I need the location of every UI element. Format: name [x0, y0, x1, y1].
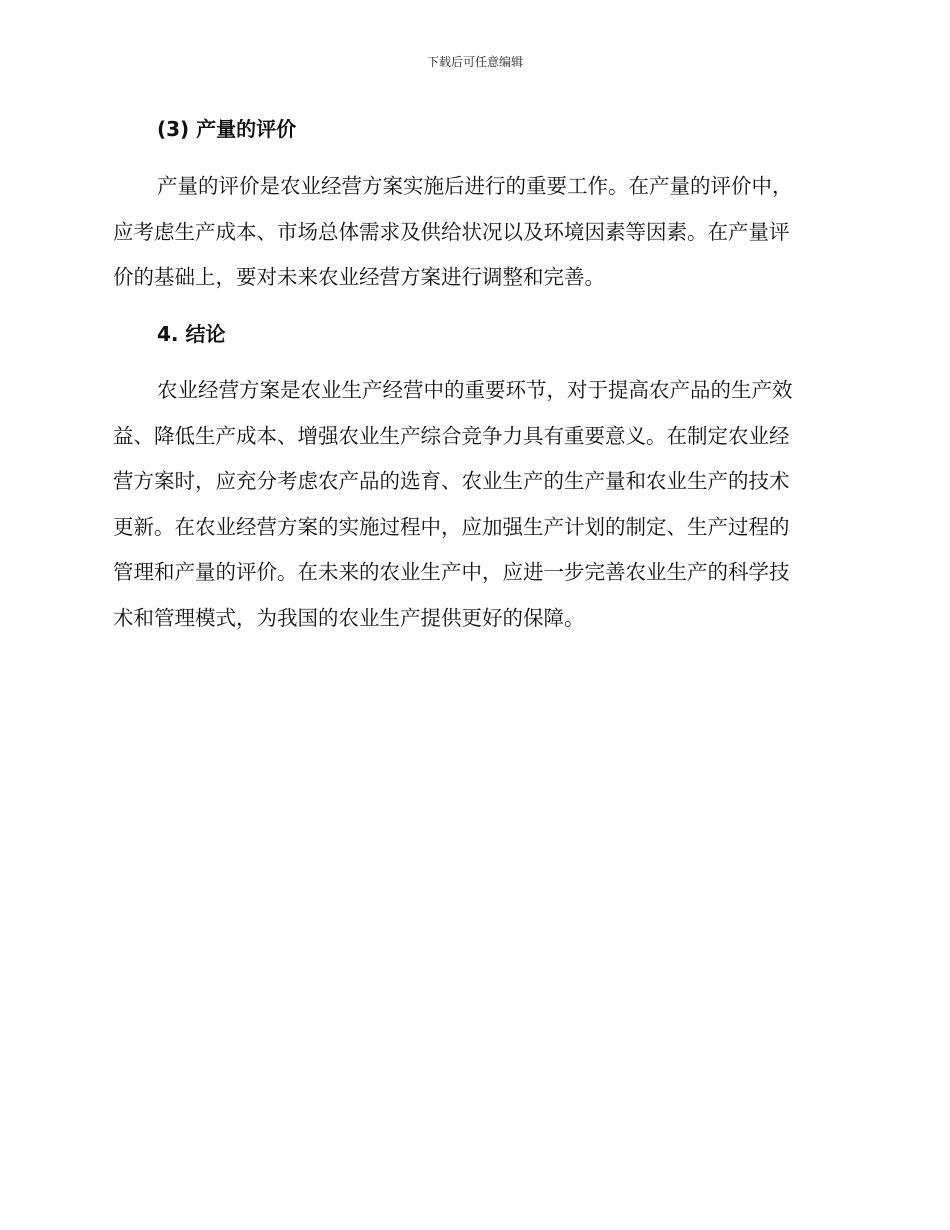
paragraph-line: 产量的评价是农业经营方案实施后进行的重要工作。在产量的评价中，: [157, 174, 793, 198]
section-heading-conclusion: 4. 结论: [157, 322, 226, 346]
section-heading-yield-evaluation: (3) 产量的评价: [157, 117, 297, 141]
paragraph-line: 农业经营方案是农业生产经营中的重要环节，对于提高农产品的生产效: [157, 378, 793, 402]
paragraph-line: 术和管理模式，为我国的农业生产提供更好的保障。: [113, 605, 585, 630]
paragraph-line: 价的基础上，要对未来农业经营方案进行调整和完善。: [113, 265, 605, 289]
paragraph-line: 更新。在农业经营方案的实施过程中，应加强生产计划的制定、生产过程的: [113, 514, 790, 539]
paragraph-conclusion: [113, 368, 833, 641]
paragraph-line: 管理和产量的评价。在未来的农业生产中，应进一步完善农业生产的科学技: [113, 560, 790, 584]
paragraph-yield-evaluation: [113, 164, 833, 301]
header-note: 下载后可任意编辑: [426, 55, 523, 69]
paragraph-line: 应考虑生产成本、市场总体需求及供给状况以及环境因素等因素。在产量评: [113, 219, 790, 244]
paragraph-line: 营方案时，应充分考虑农产品的选育、农业生产的生产量和农业生产的技术: [113, 469, 790, 493]
paragraph-line: 益、降低生产成本、增强农业生产综合竞争力具有重要意义。在制定农业经: [113, 423, 790, 448]
